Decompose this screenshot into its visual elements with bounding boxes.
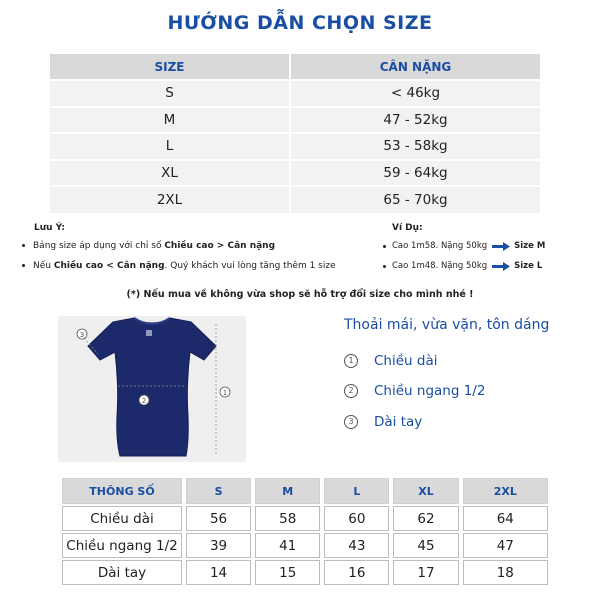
table-row — [50, 133, 540, 160]
size-table-header-row — [50, 54, 540, 80]
spec-value-cell: 62 — [393, 506, 458, 531]
table-row — [50, 80, 540, 107]
table-row — [62, 560, 548, 585]
spec-column-header: 2XL — [463, 478, 548, 504]
page-title: HƯỚNG DẪN CHỌN SIZE — [167, 12, 433, 34]
product-tagline: Thoải mái, vừa vặn, tôn dáng — [344, 317, 550, 333]
note-item — [22, 261, 336, 271]
spec-column-header: L — [324, 478, 389, 504]
spec-value-cell: 16 — [324, 560, 389, 585]
spec-value-cell: 45 — [393, 533, 458, 558]
note-text: . Quý khách vui lòng tăng thêm 1 size — [164, 261, 336, 271]
spec-value-cell: 18 — [463, 560, 548, 585]
example-result: Size M — [514, 241, 546, 251]
feature-label: Chiều ngang 1/2 — [374, 383, 486, 399]
spec-column-header: M — [255, 478, 320, 504]
size-weight-table — [50, 54, 540, 213]
measurement-table — [58, 476, 552, 587]
spec-value-cell: 47 — [463, 533, 548, 558]
feature-item — [344, 353, 437, 369]
feature-item — [344, 383, 485, 399]
spec-label-cell: Chiều dài — [62, 506, 182, 531]
spec-value-cell: 15 — [255, 560, 320, 585]
spec-label-cell: Dài tay — [62, 560, 182, 585]
example-item — [383, 241, 545, 251]
example-result: Size L — [514, 261, 543, 271]
table-row — [62, 506, 548, 531]
tshirt-image — [58, 316, 246, 462]
weight-cell: < 46kg — [290, 80, 540, 107]
example-item — [383, 261, 542, 271]
table-row — [50, 160, 540, 187]
spec-value-cell: 56 — [186, 506, 251, 531]
number-1-icon: 1 — [344, 354, 358, 368]
weight-cell: 65 - 70kg — [290, 186, 540, 213]
weight-column-header: CÂN NẶNG — [290, 54, 540, 80]
note-text: Nếu — [33, 261, 54, 271]
number-2-icon: 2 — [344, 384, 358, 398]
size-cell: L — [50, 133, 290, 160]
table-row — [62, 533, 548, 558]
note-bold-text: Chiều cao > Cân nặng — [164, 241, 276, 251]
spec-column-header: XL — [393, 478, 458, 504]
arrow-right-icon — [492, 242, 510, 251]
spec-value-cell: 14 — [186, 560, 251, 585]
size-cell: S — [50, 80, 290, 107]
bullet-icon — [22, 264, 25, 267]
weight-cell: 47 - 52kg — [290, 107, 540, 134]
spec-column-header: THÔNG SỐ — [62, 478, 182, 504]
spec-value-cell: 17 — [393, 560, 458, 585]
arrow-right-icon — [492, 262, 510, 271]
spec-value-cell: 58 — [255, 506, 320, 531]
spec-value-cell: 41 — [255, 533, 320, 558]
feature-label: Dài tay — [374, 414, 423, 430]
svg-text:1: 1 — [222, 389, 228, 397]
examples-heading: Ví Dụ: — [392, 223, 423, 233]
example-text: Cao 1m48. Nặng 50kg — [392, 261, 488, 271]
bullet-icon — [383, 245, 386, 248]
example-text: Cao 1m58. Nặng 50kg — [392, 241, 488, 251]
spec-value-cell: 60 — [324, 506, 389, 531]
spec-header-row — [62, 478, 548, 504]
number-3-icon: 3 — [344, 415, 358, 429]
bullet-icon — [383, 265, 386, 268]
table-row — [50, 186, 540, 213]
spec-column-header: S — [186, 478, 251, 504]
size-column-header: SIZE — [50, 54, 290, 80]
shirt-photo — [58, 316, 246, 462]
svg-text:3: 3 — [79, 331, 85, 339]
notes-heading: Lưu Ý: — [34, 223, 66, 233]
size-cell: XL — [50, 160, 290, 187]
spec-value-cell: 43 — [324, 533, 389, 558]
feature-item — [344, 414, 422, 430]
bullet-icon — [22, 244, 25, 247]
note-bold-text: Chiều cao < Cân nặng — [53, 261, 165, 271]
exchange-warning: (*) Nếu mua về không vừa shop sẽ hỗ trợ đổi size cho mình nhé ! — [126, 289, 474, 300]
feature-label: Chiều dài — [374, 353, 438, 369]
weight-cell: 53 - 58kg — [290, 133, 540, 160]
weight-cell: 59 - 64kg — [290, 160, 540, 187]
spec-value-cell: 64 — [463, 506, 548, 531]
table-row — [50, 107, 540, 134]
spec-value-cell: 39 — [186, 533, 251, 558]
svg-text:2: 2 — [141, 397, 147, 405]
spec-label-cell: Chiều ngang 1/2 — [62, 533, 182, 558]
note-item — [22, 241, 275, 251]
size-cell: M — [50, 107, 290, 134]
note-text: Bảng size áp dụng với chỉ số — [33, 241, 165, 251]
size-cell: 2XL — [50, 186, 290, 213]
